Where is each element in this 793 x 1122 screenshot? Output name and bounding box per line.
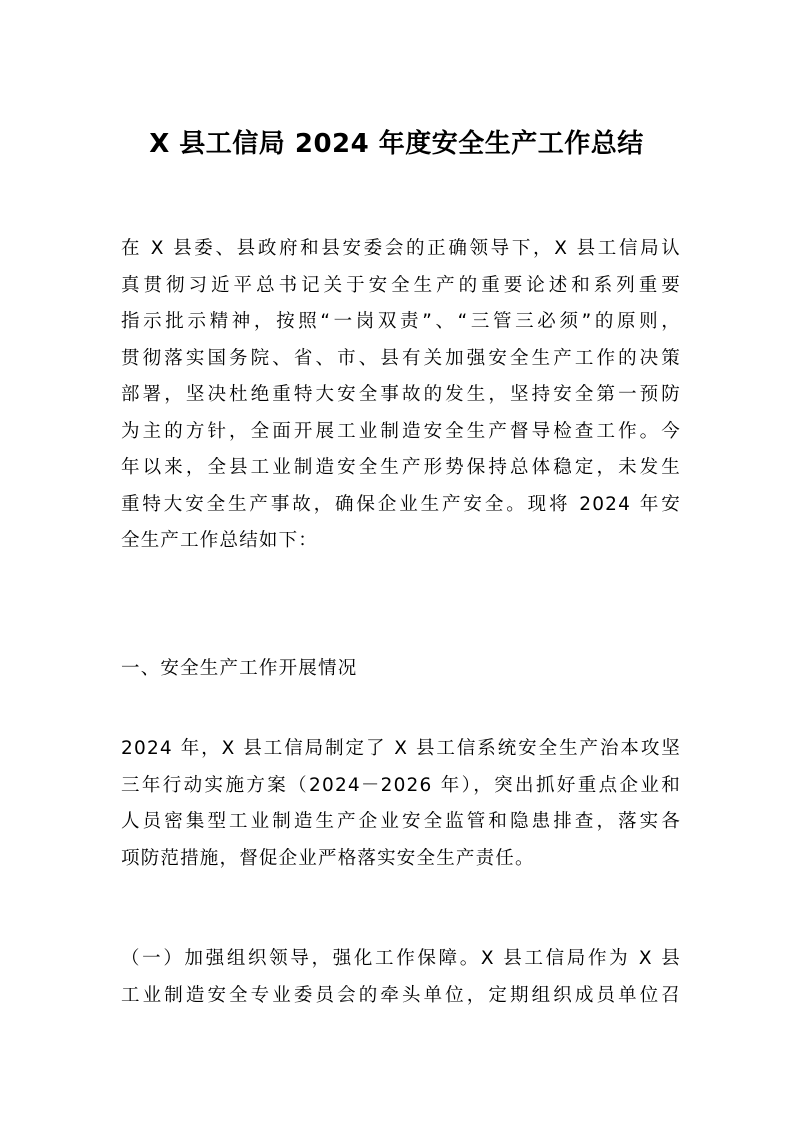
paragraph-line: 全生产工作总结如下： bbox=[121, 530, 319, 551]
paragraph-line: 贯彻落实国务院、省、市、县有关加强安全生产工作的决策 bbox=[121, 347, 681, 369]
subsection-paragraph bbox=[121, 941, 681, 1014]
paragraph-line: （一）加强组织领导，强化工作保障。X 县工信局作为 X 县 bbox=[121, 948, 681, 969]
intro-paragraph bbox=[121, 231, 681, 560]
section-heading: 一、安全生产工作开展情况 bbox=[121, 658, 358, 679]
paragraph-line: 在 X 县委、县政府和县安委会的正确领导下，X 县工信局认 bbox=[121, 238, 681, 259]
paragraph-line: 三年行动实施方案（2024－2026 年），突出抓好重点企业和 bbox=[121, 774, 681, 796]
paragraph-line: 2024 年，X 县工信局制定了 X 县工信系统安全生产治本攻坚 bbox=[121, 738, 681, 759]
paragraph-line: 指示批示精神，按照“一岗双责”、“三管三必须”的原则， bbox=[121, 311, 681, 332]
paragraph-line: 部署，坚决杜绝重特大安全事故的发生，坚持安全第一预防 bbox=[121, 384, 681, 405]
paragraph-line: 人员密集型工业制造生产企业安全监管和隐患排查，落实各 bbox=[121, 811, 681, 832]
paragraph-line: 项防范措施，督促企业严格落实安全生产责任。 bbox=[121, 847, 535, 869]
paragraph-line: 重特大安全生产事故，确保企业生产安全。现将 2024 年安 bbox=[121, 493, 681, 515]
document-title: X 县工信局 2024 年度安全生产工作总结 bbox=[149, 129, 644, 159]
paragraph-line: 真贯彻习近平总书记关于安全生产的重要论述和系列重要 bbox=[121, 274, 681, 296]
section-paragraph bbox=[121, 731, 681, 877]
section-heading-block bbox=[121, 651, 681, 688]
paragraph-line: 工业制造安全专业委员会的牵头单位，定期组织成员单位召 bbox=[121, 984, 681, 1006]
paragraph-line: 年以来，全县工业制造安全生产形势保持总体稳定，未发生 bbox=[121, 457, 681, 478]
paragraph-line: 为主的方针，全面开展工业制造安全生产督导检查工作。今 bbox=[121, 420, 681, 442]
